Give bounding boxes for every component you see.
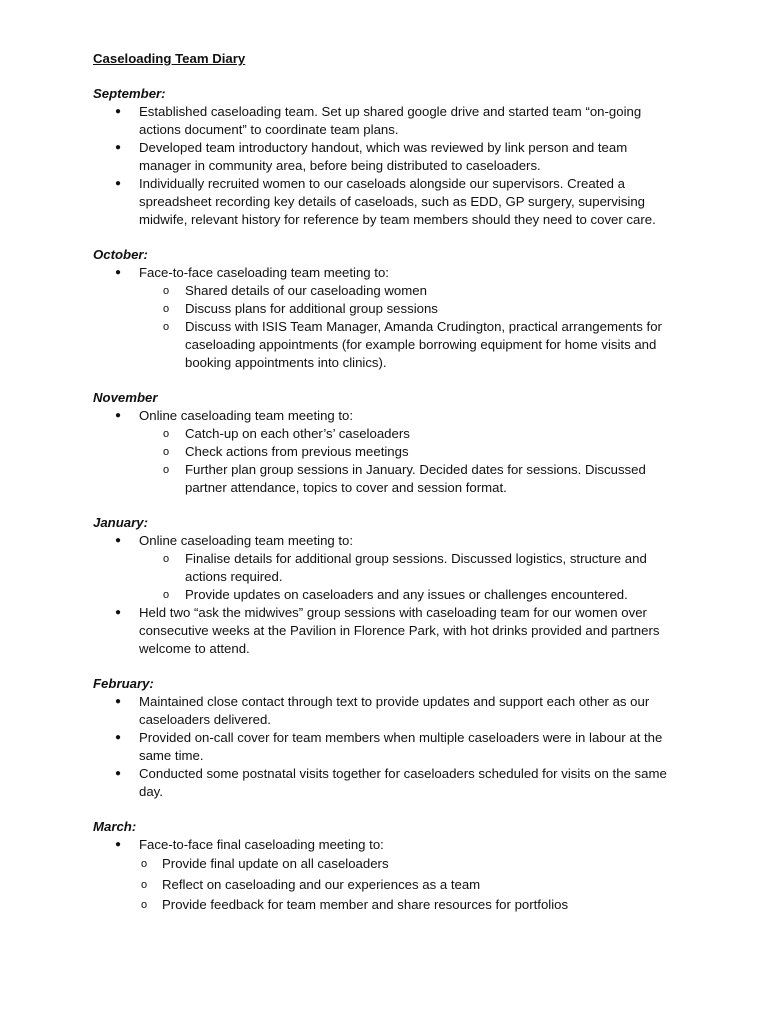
sub-list xyxy=(139,855,671,914)
list-item-text: Conducted some postnatal visits together for caseloaders scheduled for visits on the same day. xyxy=(139,766,667,799)
circle-bullet-icon: o xyxy=(163,553,170,565)
list-item xyxy=(93,407,671,497)
circle-bullet-icon: o xyxy=(163,285,170,297)
bullet-list xyxy=(93,532,693,658)
list-item xyxy=(93,103,671,139)
sub-item-text: Provide final update on all caseloaders xyxy=(162,856,389,871)
month-heading: September: xyxy=(93,86,166,101)
bullet-list xyxy=(93,407,693,497)
month-heading: October: xyxy=(93,247,148,262)
list-item-text: Maintained close contact through text to provide updates and support each other as our caseloaders delivered. xyxy=(139,694,650,727)
section-september xyxy=(93,85,693,229)
sub-list-item xyxy=(139,550,673,586)
circle-bullet-icon: o xyxy=(163,321,170,333)
sub-list-item xyxy=(139,318,673,372)
circle-bullet-icon: o xyxy=(141,858,148,870)
circle-bullet-icon: o xyxy=(141,879,148,891)
section-october xyxy=(93,246,693,372)
sub-item-text: Discuss plans for additional group sessions xyxy=(185,301,438,316)
bullet-icon: ● xyxy=(115,142,122,153)
sub-list-item xyxy=(139,876,650,894)
sub-list-item xyxy=(139,282,673,300)
sub-list-item xyxy=(139,855,650,873)
bullet-icon: ● xyxy=(115,839,122,850)
bullet-icon: ● xyxy=(115,768,122,779)
circle-bullet-icon: o xyxy=(141,899,148,911)
list-item-text: Established caseloading team. Set up shared google drive and started team “on-going actions document” to coordinate team plans. xyxy=(139,104,642,137)
section-march xyxy=(93,818,693,914)
list-item xyxy=(93,765,671,801)
list-item-text: Face-to-face final caseloading meeting to: xyxy=(139,837,384,852)
section-january xyxy=(93,514,693,658)
bullet-list xyxy=(93,836,693,914)
bullet-icon: ● xyxy=(115,607,122,618)
list-item-text: Individually recruited women to our caseloads alongside our supervisors. Created a spreadsheet recording key details of caseloads, such as EDD, GP surgery, supervising midwife, relevant history for reference by team members should they need to cover care. xyxy=(139,176,656,227)
month-heading: January: xyxy=(93,515,148,530)
sub-item-text: Reflect on caseloading and our experiences as a team xyxy=(162,877,481,892)
sub-list xyxy=(139,425,671,497)
list-item xyxy=(93,175,671,229)
list-item xyxy=(93,264,671,372)
sub-list xyxy=(139,282,671,372)
bullet-icon: ● xyxy=(115,178,122,189)
month-heading: March: xyxy=(93,819,137,834)
list-item xyxy=(93,604,671,658)
list-item xyxy=(93,836,671,914)
bullet-list xyxy=(93,693,693,801)
sub-item-text: Check actions from previous meetings xyxy=(185,444,409,459)
sub-list-item xyxy=(139,586,673,604)
bullet-list xyxy=(93,103,693,229)
circle-bullet-icon: o xyxy=(163,446,170,458)
list-item-text: Provided on-call cover for team members when multiple caseloaders were in labour at the same time. xyxy=(139,730,663,763)
list-item xyxy=(93,729,671,765)
bullet-icon: ● xyxy=(115,696,122,707)
section-february xyxy=(93,675,693,801)
document-title: Caseloading Team Diary xyxy=(93,51,246,66)
list-item xyxy=(93,139,671,175)
sub-item-text: Provide feedback for team member and share resources for portfolios xyxy=(162,897,569,912)
bullet-icon: ● xyxy=(115,535,122,546)
list-item-text: Developed team introductory handout, which was reviewed by link person and team manager in community area, before being distributed to caseloaders. xyxy=(139,140,628,173)
sub-item-text: Provide updates on caseloaders and any issues or challenges encountered. xyxy=(185,587,628,602)
sub-list-item xyxy=(139,896,650,914)
circle-bullet-icon: o xyxy=(163,589,170,601)
circle-bullet-icon: o xyxy=(163,464,170,476)
list-item-text: Held two “ask the midwives” group sessions with caseloading team for our women over consecutive weeks at the Pavilion in Florence Park, with hot drinks provided and partners welcome to attend. xyxy=(139,605,660,656)
bullet-icon: ● xyxy=(115,267,122,278)
list-item-text: Face-to-face caseloading team meeting to: xyxy=(139,265,389,280)
list-item xyxy=(93,532,671,604)
sub-item-text: Discuss with ISIS Team Manager, Amanda Crudington, practical arrangements for caseloading appointments (for example borrowing equipment for home visits and booking appointments into clinics). xyxy=(185,319,662,370)
sub-item-text: Further plan group sessions in January. Decided dates for sessions. Discussed partner attendance, topics to cover and session format. xyxy=(185,462,646,495)
circle-bullet-icon: o xyxy=(163,428,170,440)
sub-list xyxy=(139,550,671,604)
sub-list-item xyxy=(139,425,673,443)
month-heading: November xyxy=(93,390,158,405)
bullet-icon: ● xyxy=(115,732,122,743)
bullet-icon: ● xyxy=(115,410,122,421)
list-item-text: Online caseloading team meeting to: xyxy=(139,408,354,423)
list-item-text: Online caseloading team meeting to: xyxy=(139,533,354,548)
month-heading: February: xyxy=(93,676,154,691)
list-item xyxy=(93,693,671,729)
section-november xyxy=(93,389,693,497)
bullet-list xyxy=(93,264,693,372)
sub-list-item xyxy=(139,300,673,318)
bullet-icon: ● xyxy=(115,106,122,117)
circle-bullet-icon: o xyxy=(163,303,170,315)
sub-list-item xyxy=(139,443,673,461)
sub-item-text: Finalise details for additional group sessions. Discussed logistics, structure and actions required. xyxy=(185,551,647,584)
sub-item-text: Catch-up on each other’s’ caseloaders xyxy=(185,426,410,441)
sub-item-text: Shared details of our caseloading women xyxy=(185,283,427,298)
document-page xyxy=(93,50,693,931)
sub-list-item xyxy=(139,461,673,497)
